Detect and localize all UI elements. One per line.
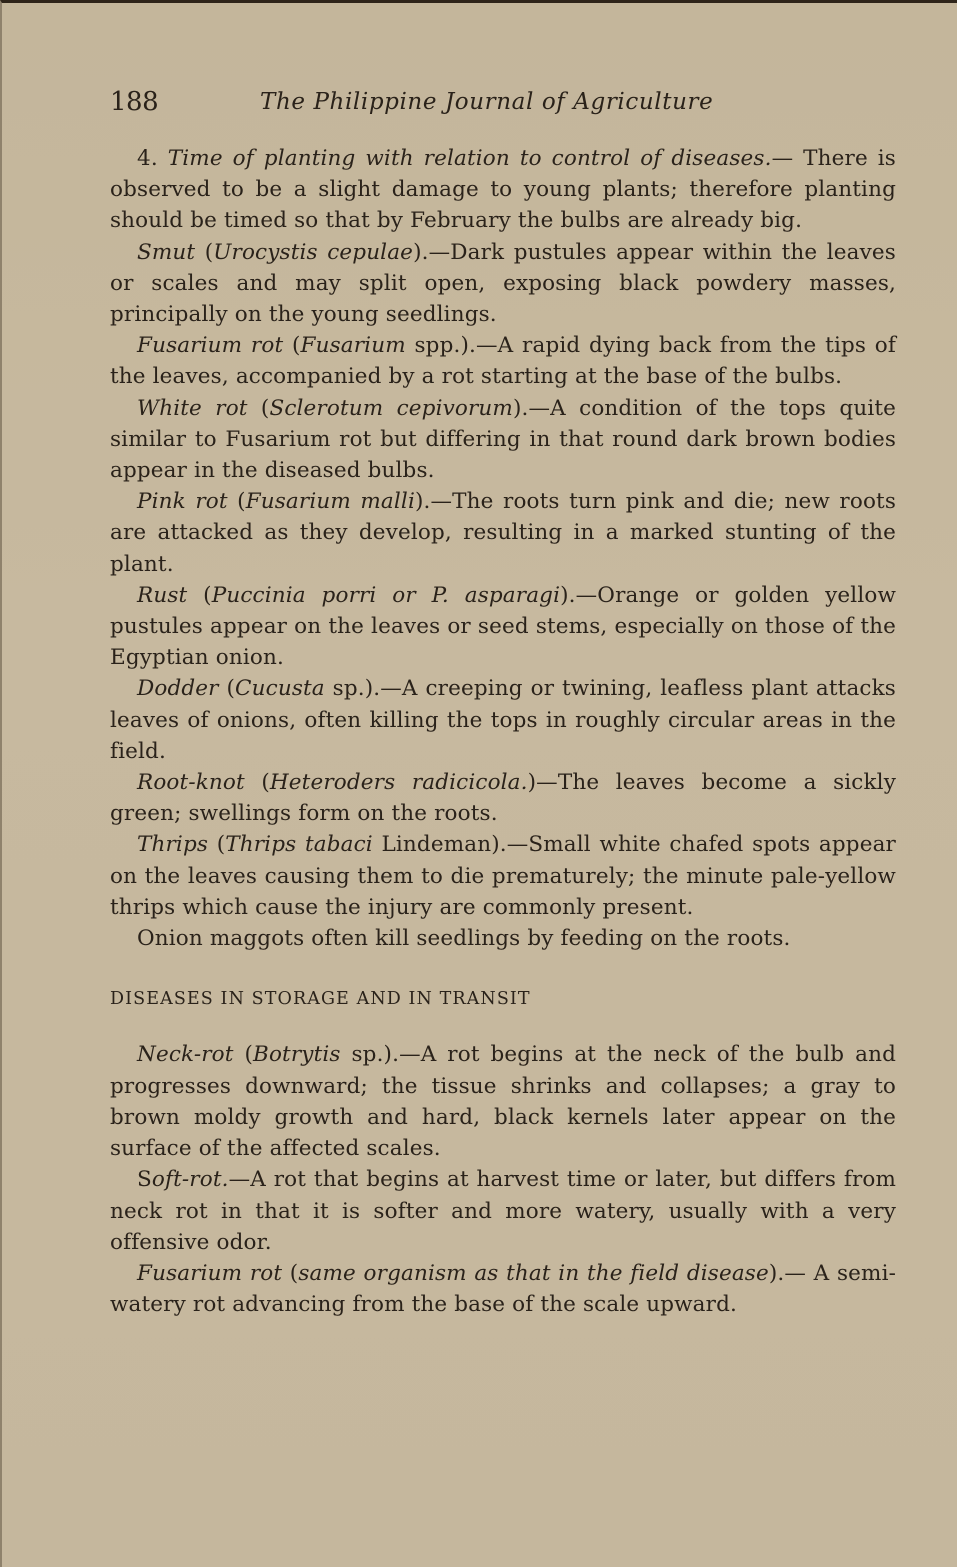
- italic-text: Cucusta: [235, 676, 325, 702]
- field-diseases-section: [110, 143, 896, 954]
- text-run: (: [283, 333, 301, 359]
- italic-text: same organism as that in the field disease: [298, 1260, 769, 1286]
- text-run: — There is observed to be a slight damage to young plants; therefore planting should be timed so that by February the bulbs are already big.: [110, 146, 896, 234]
- text-run: ).— A semi-watery rot advancing from the base of the scale upward.: [110, 1260, 897, 1318]
- italic-text: Urocystis cepulae: [213, 239, 414, 265]
- text-run: ).—A condition of the tops quite similar to Fusarium rot but differing in that round dark brown bodies appear in the diseased bulbs.: [110, 395, 897, 484]
- italic-text: Pink rot: [137, 489, 228, 515]
- italic-text: Time of planting with relation to control of diseases.: [167, 146, 772, 171]
- paragraph-dodder: [110, 673, 896, 767]
- paragraph-time-of-planting: [110, 143, 896, 237]
- text-run: (: [227, 489, 246, 515]
- text-run: ).—Dark pustules appear within the leaves or scales and may split open, exposing black powdery masses, principally on the young seedlings.: [110, 239, 896, 328]
- text-run: S: [137, 1167, 152, 1193]
- text-run: —A rot that begins at harvest time or later, but differs from neck rot in that it is softer and more watery, usually with a very offensive odor.: [110, 1167, 896, 1255]
- italic-text: Root-knot: [137, 770, 245, 796]
- section-heading: DISEASES IN STORAGE AND IN TRANSIT: [110, 989, 531, 1010]
- italic-text: Botrytis: [253, 1042, 341, 1068]
- paragraph-neck-rot: [110, 1039, 896, 1164]
- paragraph-fusarium-rot-storage: [110, 1258, 896, 1320]
- text-run: ).—Orange or golden yellow pustules appear on the leaves or seed stems, especially on those of the Egyptian onion.: [110, 582, 896, 671]
- paragraph-rust: [110, 580, 896, 674]
- text-run: )—The leaves become a sickly green; swellings form on the roots.: [110, 770, 896, 827]
- page-number: 188: [110, 87, 159, 117]
- text-run: (: [247, 395, 270, 421]
- paragraph-white-rot: [110, 393, 896, 487]
- italic-text: Fusarium: [300, 333, 406, 359]
- paragraph-fusarium-rot: [110, 330, 896, 392]
- text-run: (: [208, 832, 226, 858]
- italic-text: Sclerotum cepivorum: [269, 395, 513, 421]
- journal-title: The Philippine Journal of Agriculture: [260, 89, 714, 115]
- paragraph-smut: [110, 237, 896, 331]
- text-run: sp.).—A rot begins at the neck of the bulb and progresses downward; the tissue shrinks and collapses; a gray to brown moldy growth and hard, black kernels later appear on the surface of the affected scales.: [110, 1042, 896, 1162]
- italic-text: Thrips tabaci: [225, 832, 373, 858]
- italic-text: Smut: [137, 239, 196, 265]
- page-header: [110, 87, 750, 123]
- text-run: (: [244, 770, 270, 796]
- text-run: (: [187, 582, 212, 608]
- text-run: ).—The roots turn pink and die; new roots are attacked as they develop, resulting in a marked stunting of the plant.: [110, 489, 897, 577]
- italic-text: Fusarium rot: [137, 333, 284, 359]
- italic-text: Fusarium rot: [137, 1260, 283, 1286]
- paragraph-soft-rot: [110, 1164, 896, 1258]
- italic-text: Rust: [137, 582, 188, 608]
- italic-text: oft-rot.: [151, 1167, 229, 1193]
- text-run: (: [195, 239, 214, 265]
- italic-text: Fusarium malli: [245, 489, 415, 515]
- text-run: (: [282, 1260, 299, 1286]
- paragraph-onion-maggots: [110, 923, 896, 954]
- text-run: (: [233, 1042, 254, 1068]
- body-text: [110, 143, 896, 1320]
- storage-diseases-section: [110, 1039, 896, 1320]
- text-run: Lindeman).—Small white chafed spots appear on the leaves causing them to die prematurely; the minute pale-yellow thrips which cause the injury are commonly present.: [110, 832, 896, 920]
- italic-text: Puccinia porri or P. asparagi: [211, 582, 561, 608]
- italic-text: Dodder: [137, 676, 219, 702]
- italic-text: Thrips: [137, 832, 209, 858]
- italic-text: Neck-rot: [137, 1042, 234, 1068]
- paragraph-pink-rot: [110, 486, 896, 580]
- text-run: Onion maggots often kill seedlings by feeding on the roots.: [137, 926, 791, 952]
- italic-text: Heteroders radicicola.: [269, 770, 528, 796]
- paragraph-thrips: [110, 829, 896, 923]
- text-run: sp.).—A creeping or twining, leafless plant attacks leaves of onions, often killing the tops in roughly circular areas in the field.: [110, 676, 896, 764]
- italic-text: White rot: [137, 395, 248, 421]
- text-run: 4.: [137, 146, 168, 171]
- text-run: spp.).—A rapid dying back from the tips of the leaves, accompanied by a rot starting at the base of the bulbs.: [110, 333, 897, 390]
- paragraph-root-knot: [110, 767, 896, 829]
- text-run: (: [218, 676, 236, 702]
